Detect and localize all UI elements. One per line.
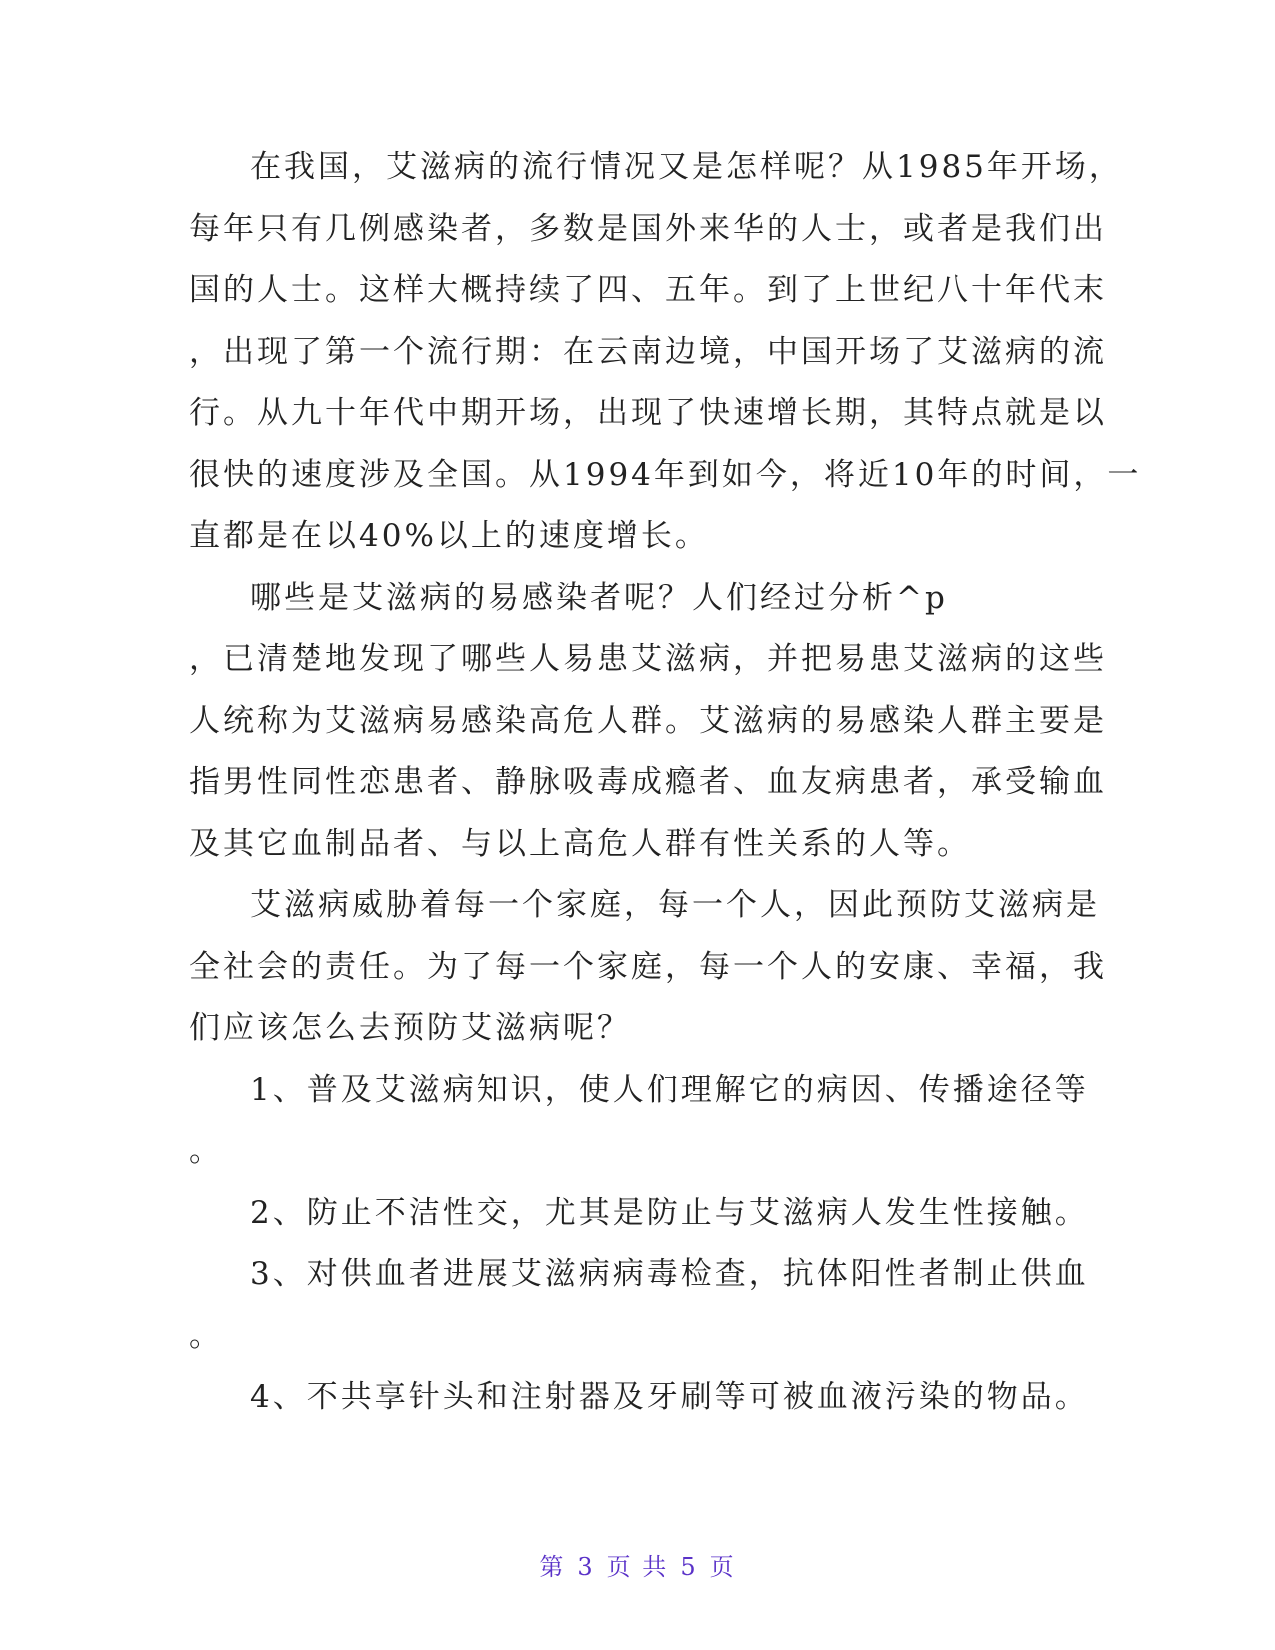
paragraph-1-line-1: 在我国，艾滋病的流行情况又是怎样呢？从1985年开场， xyxy=(250,149,1123,185)
paragraph-1-line-4: ，出现了第一个流行期：在云南边境，中国开场了艾滋病的流 xyxy=(189,334,1107,370)
paragraph-1-line-3: 国的人士。这样大概持续了四、五年。到了上世纪八十年代末 xyxy=(189,272,1107,308)
paragraph-3-line-3: 们应该怎么去预防艾滋病呢？ xyxy=(189,1010,631,1046)
paragraph-2-line-3: 人统称为艾滋病易感染高危人群。艾滋病的易感染人群主要是 xyxy=(189,703,1107,739)
footer-suffix: 页 xyxy=(709,1553,736,1581)
list-item-1-line-2: 。 xyxy=(189,1133,223,1169)
paragraph-2-line-4: 指男性同性恋患者、静脉吸毒成瘾者、血友病患者，承受输血 xyxy=(189,764,1107,800)
paragraph-2-line-1: 哪些是艾滋病的易感染者呢？人们经过分析^p xyxy=(250,580,948,616)
list-item-3-line-2: 。 xyxy=(189,1318,223,1354)
paragraph-2-line-2: ，已清楚地发现了哪些人易患艾滋病，并把易患艾滋病的这些 xyxy=(189,641,1107,677)
paragraph-1-line-7: 直都是在以40%以上的速度增长。 xyxy=(189,518,709,554)
paragraph-2-line-5: 及其它血制品者、与以上高危人群有性关系的人等。 xyxy=(189,826,971,862)
footer-prefix: 第 xyxy=(539,1553,566,1581)
paragraph-1-line-5: 行。从九十年代中期开场，出现了快速增长期，其特点就是以 xyxy=(189,395,1107,431)
list-item-2-line-1: 2、防止不洁性交，尤其是防止与艾滋病人发生性接触。 xyxy=(250,1195,1089,1231)
paragraph-3-line-2: 全社会的责任。为了每一个家庭，每一个人的安康、幸福，我 xyxy=(189,949,1107,985)
paragraph-3-line-1: 艾滋病威胁着每一个家庭，每一个人，因此预防艾滋病是 xyxy=(250,887,1100,923)
footer-middle: 页 共 xyxy=(606,1553,669,1581)
footer-current-page: 3 xyxy=(577,1553,595,1581)
footer-total-pages: 5 xyxy=(680,1553,698,1581)
page-footer xyxy=(0,1551,1275,1583)
list-item-4-line-1: 4、不共享针头和注射器及牙刷等可被血液污染的物品。 xyxy=(250,1379,1089,1415)
paragraph-1-line-6: 很快的速度涉及全国。从1994年到如今，将近10年的时间，一 xyxy=(189,457,1142,493)
paragraph-1-line-2: 每年只有几例感染者，多数是国外来华的人士，或者是我们出 xyxy=(189,211,1107,247)
list-item-3-line-1: 3、对供血者进展艾滋病病毒检查，抗体阳性者制止供血 xyxy=(250,1256,1089,1292)
list-item-1-line-1: 1、普及艾滋病知识，使人们理解它的病因、传播途径等 xyxy=(250,1072,1089,1108)
